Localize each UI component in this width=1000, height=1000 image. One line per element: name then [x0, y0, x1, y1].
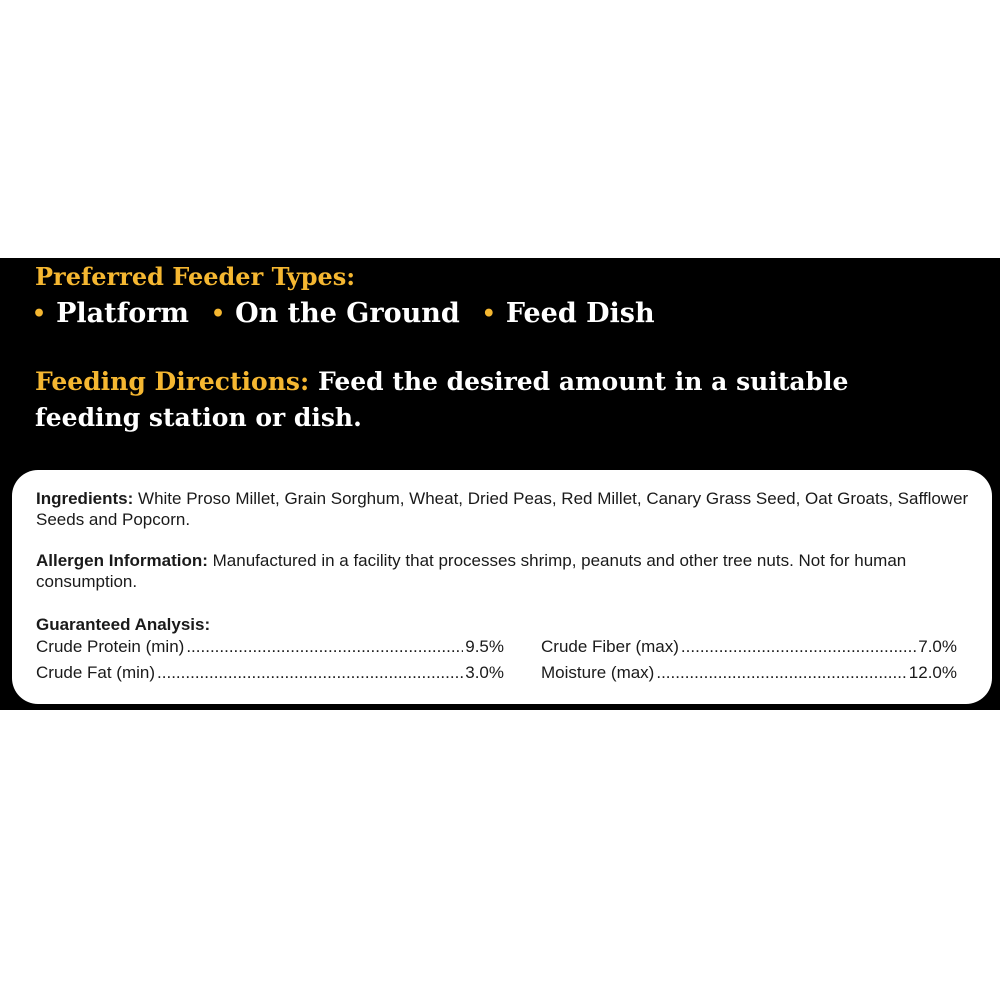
guaranteed-analysis-title: Guaranteed Analysis: — [36, 615, 211, 634]
ingredients-label: Ingredients: — [36, 489, 134, 508]
feeding-directions — [35, 364, 935, 436]
analysis-row-crude-fiber — [541, 636, 957, 657]
dot-leader — [656, 662, 906, 683]
analysis-row-moisture — [541, 662, 957, 683]
analysis-row-value: 12.0% — [908, 663, 957, 682]
feeder-types-list — [32, 298, 677, 329]
allergen-paragraph — [36, 550, 976, 592]
ingredients-paragraph — [36, 488, 976, 530]
feeding-directions-text: Feed the desired amount in a suitable feeding station or dish. — [35, 367, 849, 432]
allergen-text: Manufactured in a facility that processes shrimp, peanuts and other tree nuts. Not for human consumption. — [36, 551, 907, 591]
nutrition-card — [12, 470, 992, 704]
analysis-row-crude-protein — [36, 636, 504, 657]
ingredients-text: White Proso Millet, Grain Sorghum, Wheat, Dried Peas, Red Millet, Canary Grass Seed, Oat Groats, Safflower Seeds and Popcorn. — [36, 489, 969, 529]
feeder-types-heading: Preferred Feeder Types: — [35, 262, 356, 291]
feeder-item-platform — [32, 298, 189, 329]
bullet-icon: • — [481, 300, 496, 327]
analysis-row-name: Crude Fiber (max) — [541, 637, 679, 656]
feeder-item-label: Platform — [56, 298, 190, 329]
analysis-row-value: 3.0% — [465, 663, 504, 682]
analysis-row-name: Crude Fat (min) — [36, 663, 156, 682]
analysis-row-name: Crude Protein (min) — [36, 637, 185, 656]
feeding-directions-label: Feeding Directions: — [35, 367, 310, 396]
analysis-row-value: 7.0% — [918, 637, 957, 656]
analysis-row-crude-fat — [36, 662, 504, 683]
allergen-label: Allergen Information: — [36, 551, 208, 570]
bullet-icon: • — [211, 300, 226, 327]
dot-leader — [157, 662, 463, 683]
feeder-item-on-the-ground — [211, 298, 460, 329]
dot-leader — [681, 636, 916, 657]
analysis-row-value: 9.5% — [465, 637, 504, 656]
bullet-icon: • — [32, 300, 47, 327]
feeder-item-feed-dish — [482, 298, 655, 329]
feeder-item-label: On the Ground — [235, 298, 460, 329]
dot-leader — [186, 636, 463, 657]
analysis-row-name: Moisture (max) — [541, 663, 655, 682]
feeder-item-label: Feed Dish — [505, 298, 655, 329]
